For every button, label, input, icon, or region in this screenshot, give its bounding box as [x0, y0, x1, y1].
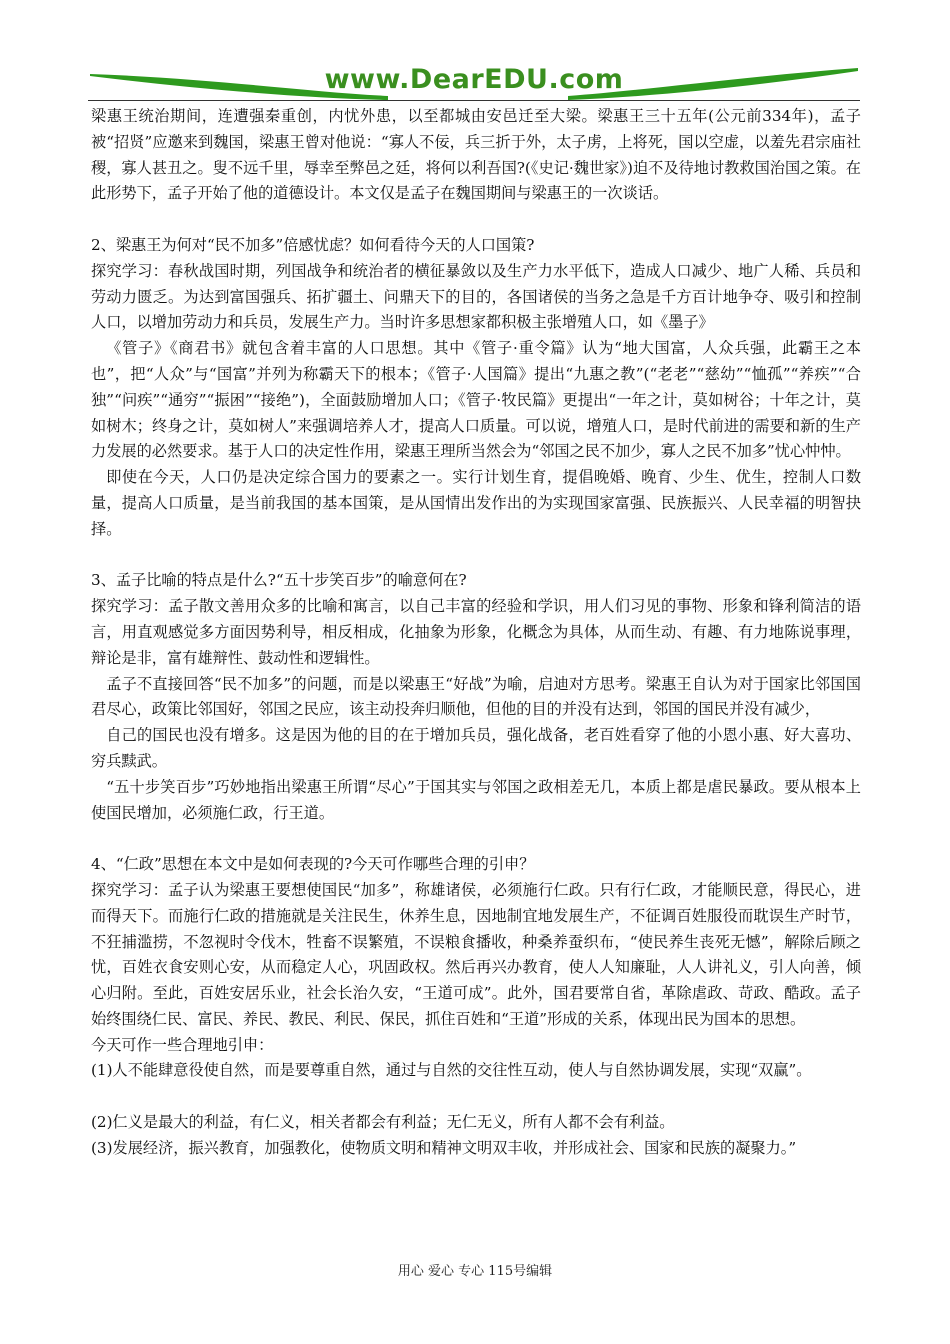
header-divider [88, 100, 860, 101]
spacer [91, 1084, 861, 1110]
q2-paragraph-1: 探究学习：春秋战国时期，列国战争和统治者的横征暴敛以及生产力水平低下，造成人口减少、地广人稀、兵员和劳动力匮乏。为达到富国强兵、拓扩疆土、问鼎天下的目的，各国诸侯的当务之急是千方百计地争夺、吸引和控制人口，以增加劳动力和兵员，发展生产力。当时许多思想家都积极主张增殖人口，如《墨子》 [91, 261, 861, 332]
question-4-heading: 4、“仁政”思想在本文中是如何表现的?今天可作哪些合理的引申？ [91, 855, 535, 874]
q2-paragraph-3: 即使在今天，人口仍是决定综合国力的要素之一。实行计划生育，提倡晚婚、晚育、少生、优生，控制人口数量，提高人口质量，是当前我国的基本国策，是从国情出发作出的为实现国家富强、民族振兴、人民幸福的明智抉择。 [91, 468, 861, 538]
q3-paragraph-4: “五十步笑百步”巧妙地指出梁惠王所谓“尽心”于国其实与邻国之政相差无几，本质上都是虐民暴政。要从根本上使国民增加，必须施仁政，行王道。 [91, 777, 861, 822]
logo-text: www.DearEDU.com [324, 64, 624, 95]
question-3-heading: 3、孟子比喻的特点是什么?“五十步笑百步”的喻意何在? [91, 571, 467, 590]
article-body [91, 104, 861, 1162]
spacer [91, 543, 861, 569]
site-header-logo [88, 62, 860, 102]
q3-paragraph-2: 孟子不直接回答“民不加多”的问题，而是以梁惠王“好战”为喻，启迪对方思考。梁惠王自认为对于国家比邻国国君尽心，政策比邻国好，邻国之民应，该主动投奔归顺他，但他的目的并没有达到，邻国的国民并没有减少， [91, 674, 861, 719]
q3-paragraph-3: 自己的国民也没有增多。这是因为他的目的在于增加兵员，强化战备，老百姓看穿了他的小恩小惠、好大喜功、穷兵黩武。 [91, 726, 861, 770]
spacer [91, 207, 861, 233]
q3-paragraph-1: 探究学习：孟子散文善用众多的比喻和寓言，以自己丰富的经验和学识，用人们习见的事物、形象和锋利简洁的语言，用直观感觉多方面因势利导，相反相成，化抽象为形象，化概念为具体，从而生动、有趣、有力地陈说事理，辩论是非，富有雄辩性、鼓动性和逻辑性。 [91, 597, 861, 667]
q4-list-item-1: (1)人不能肆意役使自然，而是要尊重自然，通过与自然的交往性互动，使人与自然协调发展，实现“双赢”。 [91, 1061, 812, 1080]
intro-paragraph: 梁惠王统治期间，连遭强秦重创，内忧外患，以至都城由安邑迁至大梁。梁惠王三十五年(公元前334年)，孟子被“招贤”应邀来到魏国，梁惠王曾对他说：“寡人不佞，兵三折于外，太子虏，上将死，国以空虚，以羞先君宗庙社稷，寡人甚丑之。叟不远千里，辱幸至弊邑之廷，将何以利吾国?(《史记·魏世家》)迫不及待地讨教救国治国之策。在此形势下，孟子开始了他的道德设计。本文仅是孟子在魏国期间与梁惠王的一次谈话。 [91, 107, 861, 203]
spacer [91, 826, 861, 852]
question-2-heading: 2、梁惠王为何对“民不加多”倍感忧虑？如何看待今天的人口国策? [91, 235, 535, 254]
page-footer: 用心 爱心 专心 115号编辑 [397, 1264, 553, 1279]
q4-paragraph-1: 探究学习：孟子认为梁惠王要想使国民“加多”，称雄诸侯，必须施行仁政。只有行仁政，才能顺民意，得民心，进而得天下。而施行仁政的措施就是关注民生，休养生息，因地制宜地发展生产，不征调百姓服役而耽误生产时节，不狂捕滥捞，不忽视时令伐木，牲畜不误繁殖，不误粮食播收，种桑养蚕织布，“使民养生丧死无憾”，解除后顾之忧，百姓衣食安则心安，从而稳定人心，巩固政权。然后再兴办教育，使人人知廉耻，人人讲礼义，引人向善，倾心归附。至此，百姓安居乐业，社会长治久安，“王道可成”。此外，国君要常自省，革除虐政、苛政、酷政。孟子始终围绕仁民、富民、养民、教民、利民、保民，抓住百姓和“王道”形成的关系，体现出民为国本的思想。 [91, 880, 861, 1028]
q2-paragraph-2: 《管子》《商君书》就包含着丰富的人口思想。其中《管子·重令篇》认为“地大国富，人众兵强，此霸王之本也”，把“人众”与“国富”并列为称霸天下的根本；《管子·人国篇》提出“九惠之教”(“老老”“慈幼”“恤孤”“养疾”“合独”“问疾”“通穷”“振困”“接绝”)，全面鼓励增加人口；《管子·牧民篇》更提出“一年之计，莫如树谷；十年之计，莫如树木；终身之计，莫如树人”来强调培养人才，提高人口质量。可以说，增殖人口，是时代前进的需要和新的生产力发展的必然要求。基于人口的决定性作用，梁惠王理所当然会为“邻国之民不加少，寡人之民不加多”忧心忡忡。 [91, 339, 861, 461]
q4-paragraph-2: 今天可作一些合理地引申： [91, 1035, 274, 1054]
q4-list-item-2: (2)仁义是最大的利益，有仁义，相关者都会有利益；无仁无义，所有人都不会有利益。 [91, 1113, 675, 1132]
q4-list-item-3: (3)发展经济，振兴教育，加强教化，使物质文明和精神文明双丰收，并形成社会、国家和民族的凝聚力。” [91, 1138, 797, 1157]
